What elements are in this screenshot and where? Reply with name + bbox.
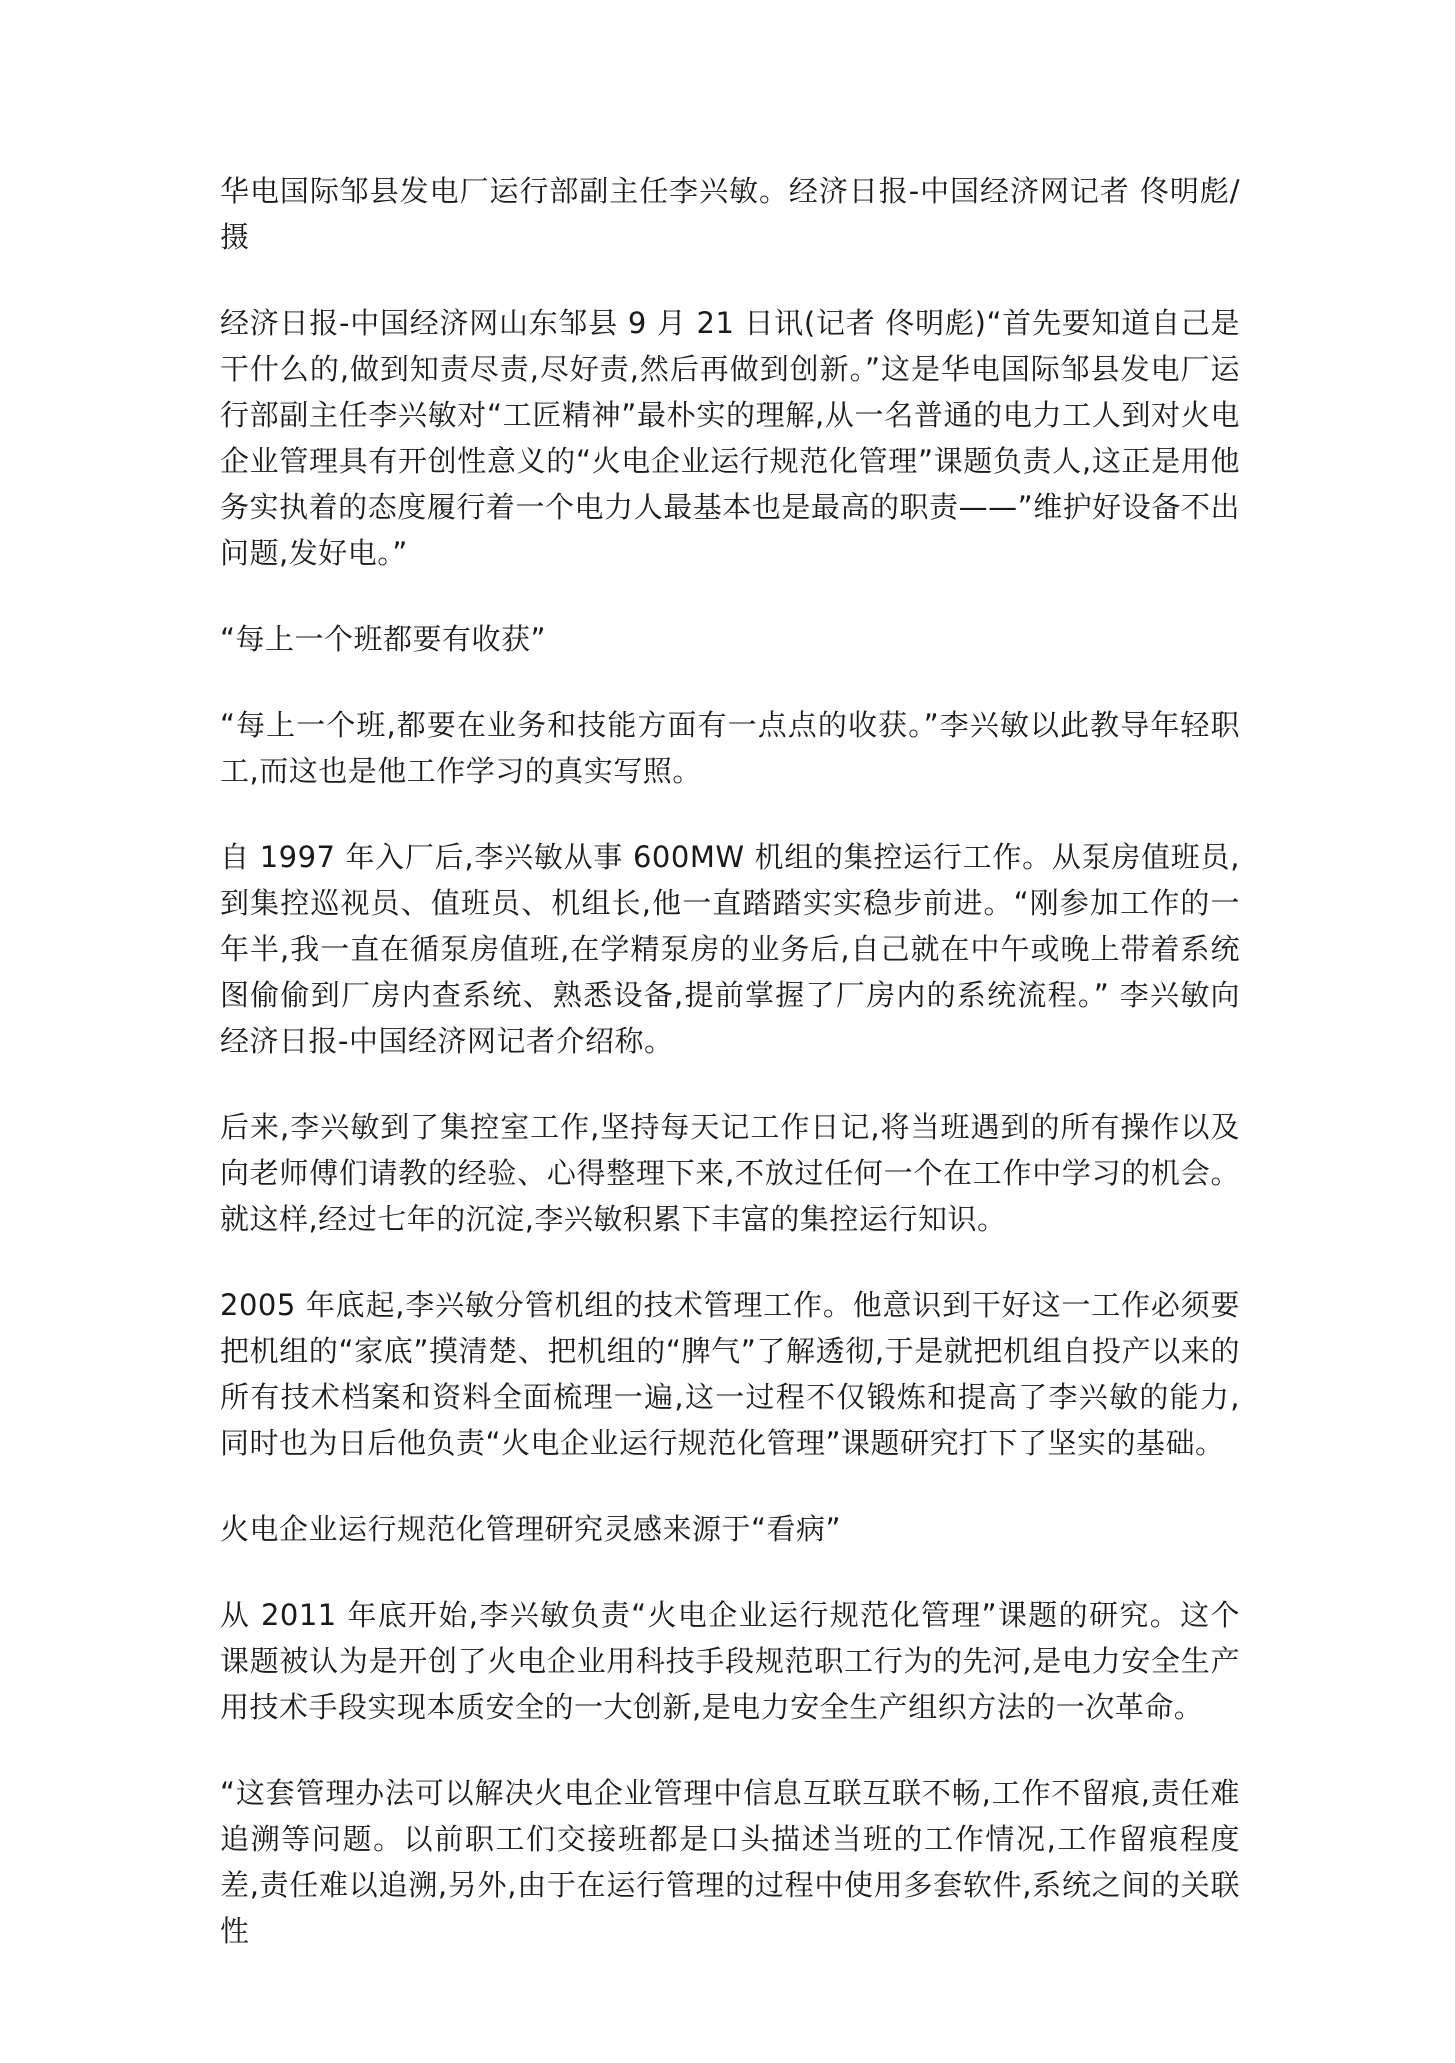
paragraph: 从 2011 年底开始,李兴敏负责“火电企业运行规范化管理”课题的研究。这个课题被认为是开创了火电企业用科技手段规范职工行为的先河,是电力安全生产用技术手段实现本质安全的一大创新,是电力安全生产组织方法的一次革命。 [220,1598,1240,1724]
photo-caption: 华电国际邹县发电厂运行部副主任李兴敏。经济日报-中国经济网记者 佟明彪/摄 [220,174,1240,254]
paragraph: 自 1997 年入厂后,李兴敏从事 600MW 机组的集控运行工作。从泵房值班员,到集控巡视员、值班员、机组长,他一直踏踏实实稳步前进。“刚参加工作的一年半,我一直在循泵房值班,在学精泵房的业务后,自己就在中午或晚上带着系统图偷偷到厂房内查系统、熟悉设备,提前掌握了厂房内的系统流程。” 李兴敏向经济日报-中国经济网记者介绍称。 [220,840,1240,1058]
paragraph-lead: 经济日报-中国经济网山东邹县 9 月 21 日讯(记者 佟明彪)“首先要知道自己是干什么的,做到知责尽责,尽好责,然后再做到创新。”这是华电国际邹县发电厂运行部副主任李兴敏对“工匠精神”最朴实的理解,从一名普通的电力工人到对火电企业管理具有开创性意义的“火电企业运行规范化管理”课题负责人,这正是用他务实执着的态度履行着一个电力人最基本也是最高的职责——”维护好设备不出问题,发好电。” [220,306,1240,570]
paragraph: “每上一个班,都要在业务和技能方面有一点点的收获。”李兴敏以此教导年轻职工,而这也是他工作学习的真实写照。 [220,708,1240,788]
paragraph: 2005 年底起,李兴敏分管机组的技术管理工作。他意识到干好这一工作必须要把机组的“家底”摸清楚、把机组的“脾气”了解透彻,于是就把机组自投产以来的所有技术档案和资料全面梳理一遍,这一过程不仅锻炼和提高了李兴敏的能力,同时也为日后他负责“火电企业运行规范化管理”课题研究打下了坚实的基础。 [220,1288,1240,1460]
paragraph: 后来,李兴敏到了集控室工作,坚持每天记工作日记,将当班遇到的所有操作以及向老师傅们请教的经验、心得整理下来,不放过任何一个在工作中学习的机会。就这样,经过七年的沉淀,李兴敏积累下丰富的集控运行知识。 [220,1110,1240,1236]
section-heading-1: “每上一个班都要有收获” [220,622,547,656]
section-heading-2: 火电企业运行规范化管理研究灵感来源于“看病” [220,1512,842,1546]
document-page [220,168,1240,1994]
paragraph: “这套管理办法可以解决火电企业管理中信息互联互联不畅,工作不留痕,责任难追溯等问题。以前职工们交接班都是口头描述当班的工作情况,工作留痕程度差,责任难以追溯,另外,由于在运行管理的过程中使用多套软件,系统之间的关联性 [220,1776,1240,1948]
